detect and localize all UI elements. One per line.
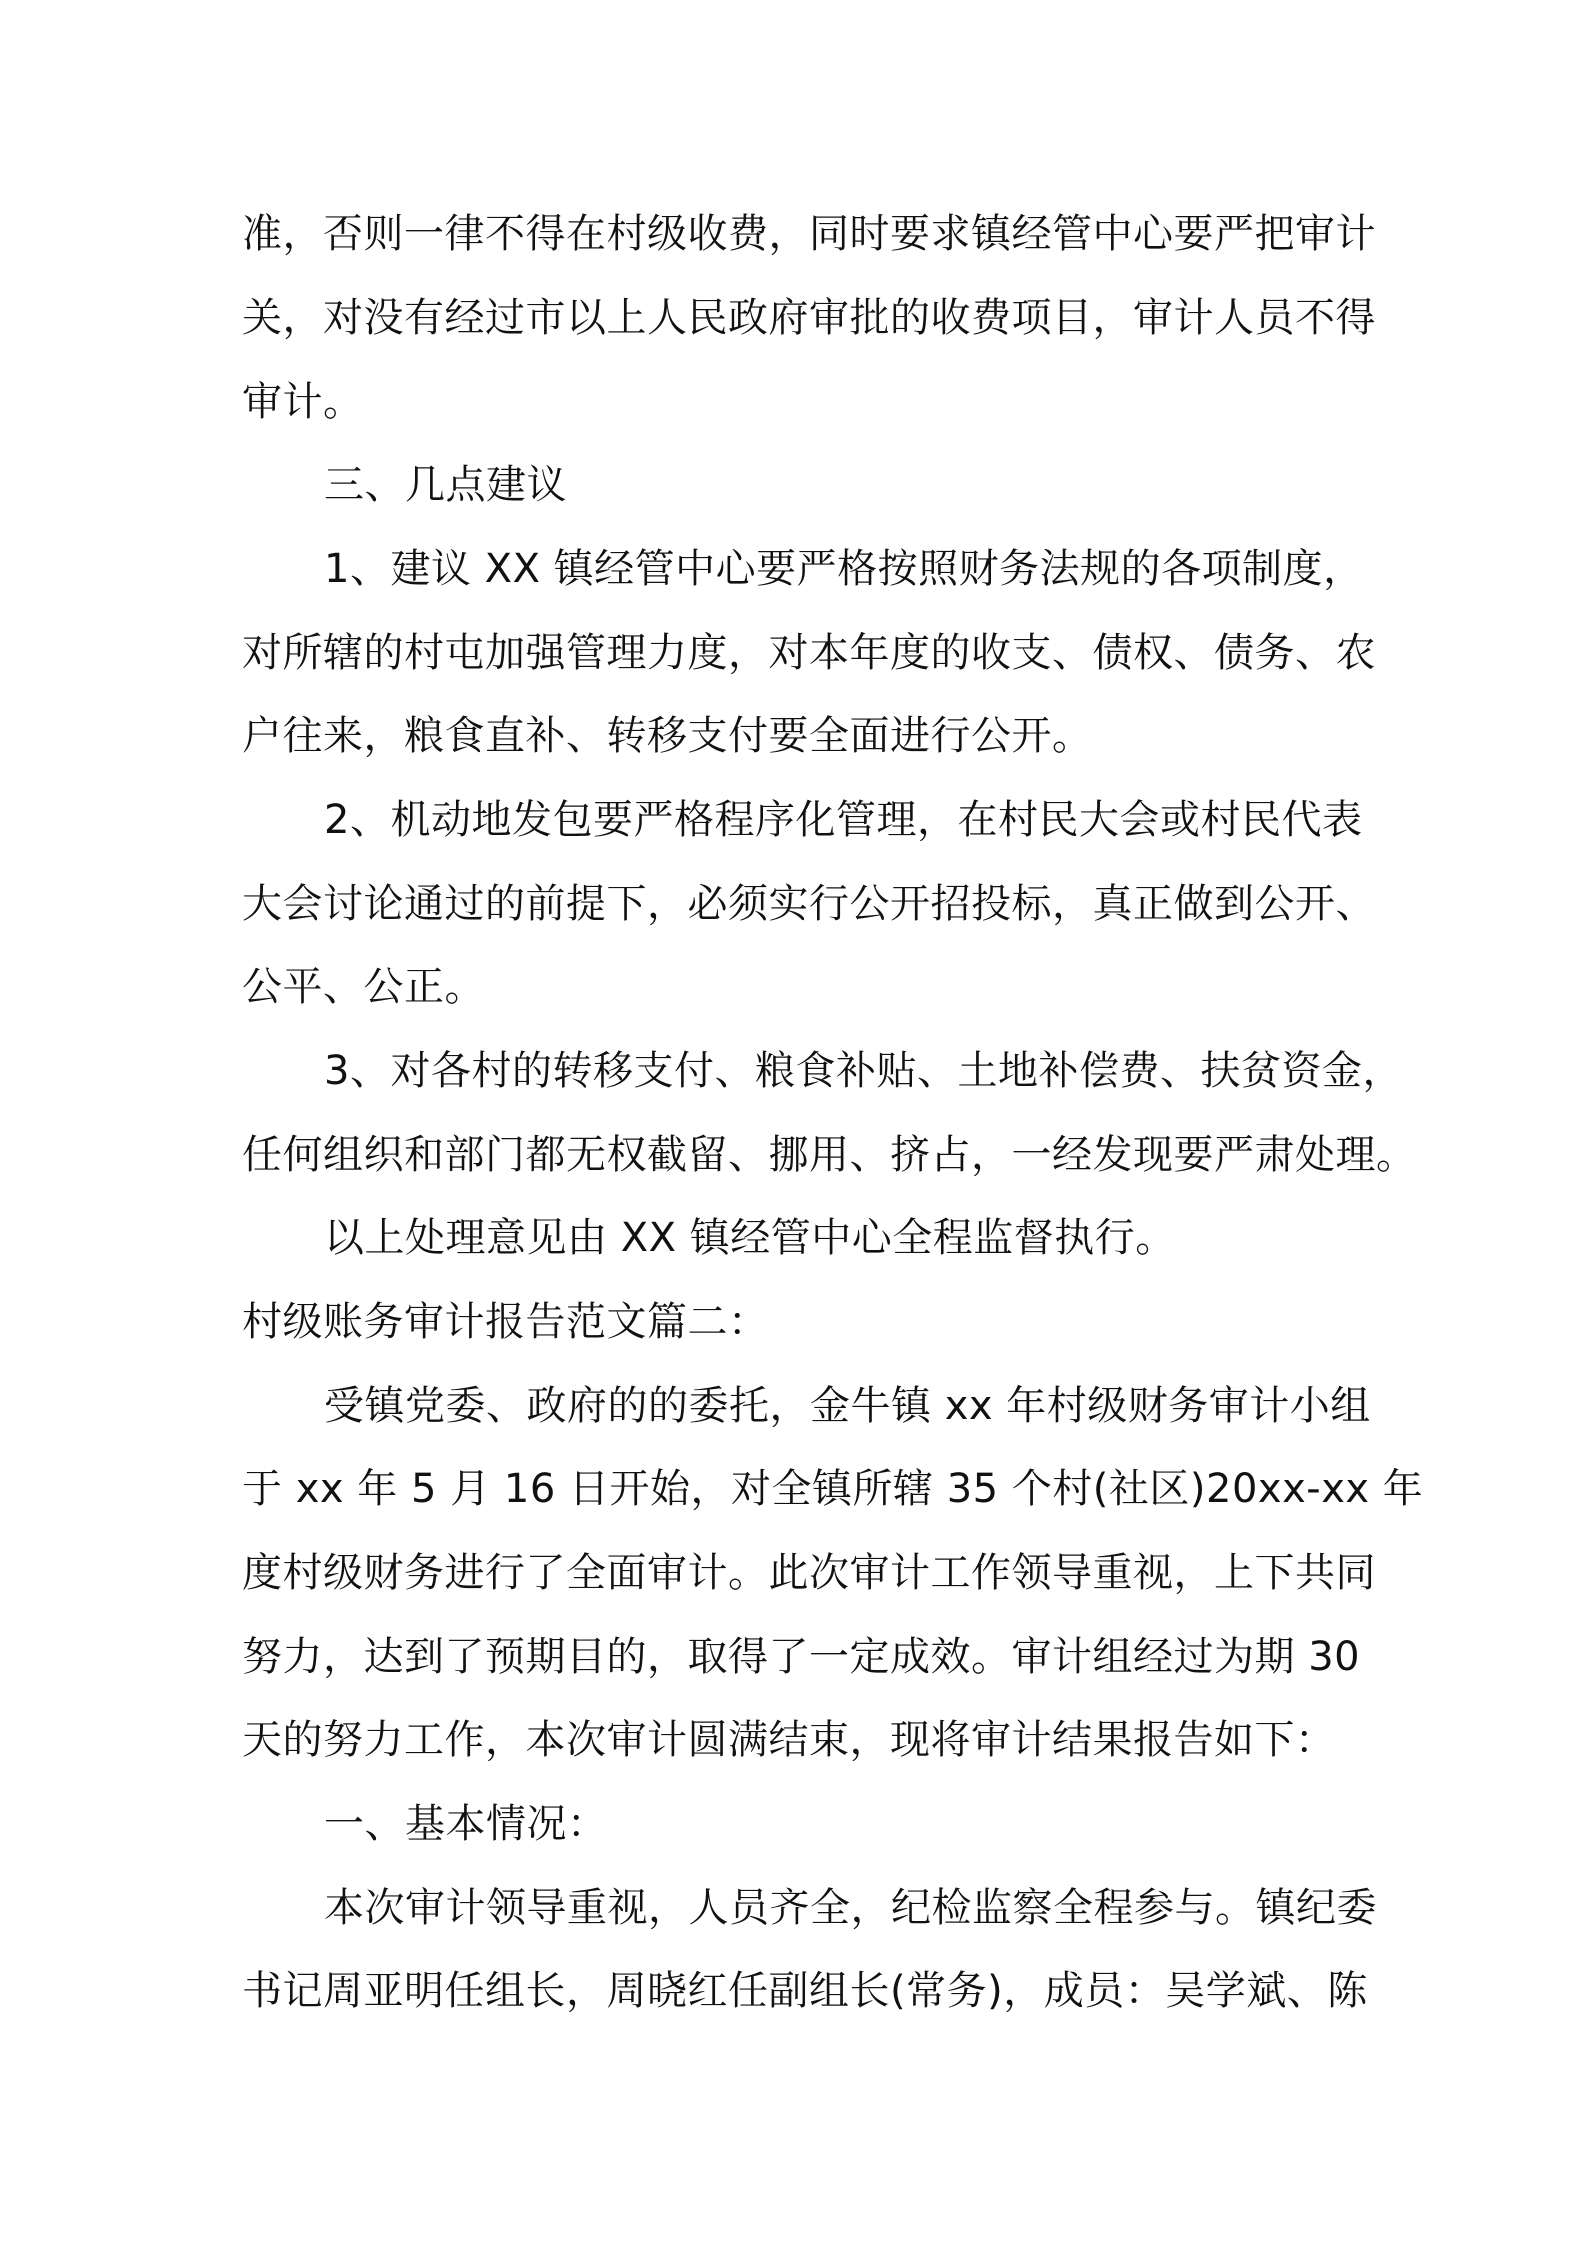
article-heading: 村级账务审计报告范文篇二： — [242, 1299, 769, 1345]
text-line: 户往来，粮食直补、转移支付要全面进行公开。 — [242, 713, 1093, 759]
section-heading: 三、几点建议 — [324, 462, 567, 508]
text-line: 天的努力工作，本次审计圆满结束，现将审计结果报告如下： — [242, 1717, 1336, 1763]
text-line: 努力，达到了预期目的，取得了一定成效。审计组经过为期 30 — [242, 1634, 1361, 1680]
text-line: 准，否则一律不得在村级收费，同时要求镇经管中心要严把审计 — [242, 211, 1376, 257]
text-line: 关，对没有经过市以上人民政府审批的收费项目，审计人员不得 — [242, 295, 1376, 341]
text-line: 审计。 — [242, 379, 364, 425]
section-heading: 一、基本情况： — [324, 1801, 608, 1847]
text-line: 2、机动地发包要严格程序化管理，在村民大会或村民代表 — [324, 797, 1363, 843]
text-line: 大会讨论通过的前提下，必须实行公开招投标，真正做到公开、 — [242, 881, 1376, 927]
text-line: 度村级财务进行了全面审计。此次审计工作领导重视，上下共同 — [242, 1550, 1376, 1596]
text-line: 书记周亚明任组长，周晓红任副组长(常务)，成员：吴学斌、陈 — [242, 1968, 1368, 2014]
text-line: 1、建议 XX 镇经管中心要严格按照财务法规的各项制度， — [324, 546, 1364, 592]
text-line: 本次审计领导重视，人员齐全，纪检监察全程参与。镇纪委 — [324, 1885, 1377, 1931]
text-line: 3、对各村的转移支付、粮食补贴、土地补偿费、扶贫资金， — [324, 1048, 1403, 1094]
text-line: 对所辖的村屯加强管理力度，对本年度的收支、债权、债务、农 — [242, 630, 1376, 676]
text-line: 于 xx 年 5 月 16 日开始，对全镇所辖 35 个村(社区)20xx-xx 年 — [242, 1466, 1424, 1512]
text-line: 公平、公正。 — [242, 964, 485, 1010]
text-line: 任何组织和部门都无权截留、挪用、挤占，一经发现要严肃处理。 — [242, 1132, 1417, 1178]
text-line: 受镇党委、政府的的委托，金牛镇 xx 年村级财务审计小组 — [324, 1383, 1371, 1429]
text-line: 以上处理意见由 XX 镇经管中心全程监督执行。 — [324, 1215, 1176, 1261]
